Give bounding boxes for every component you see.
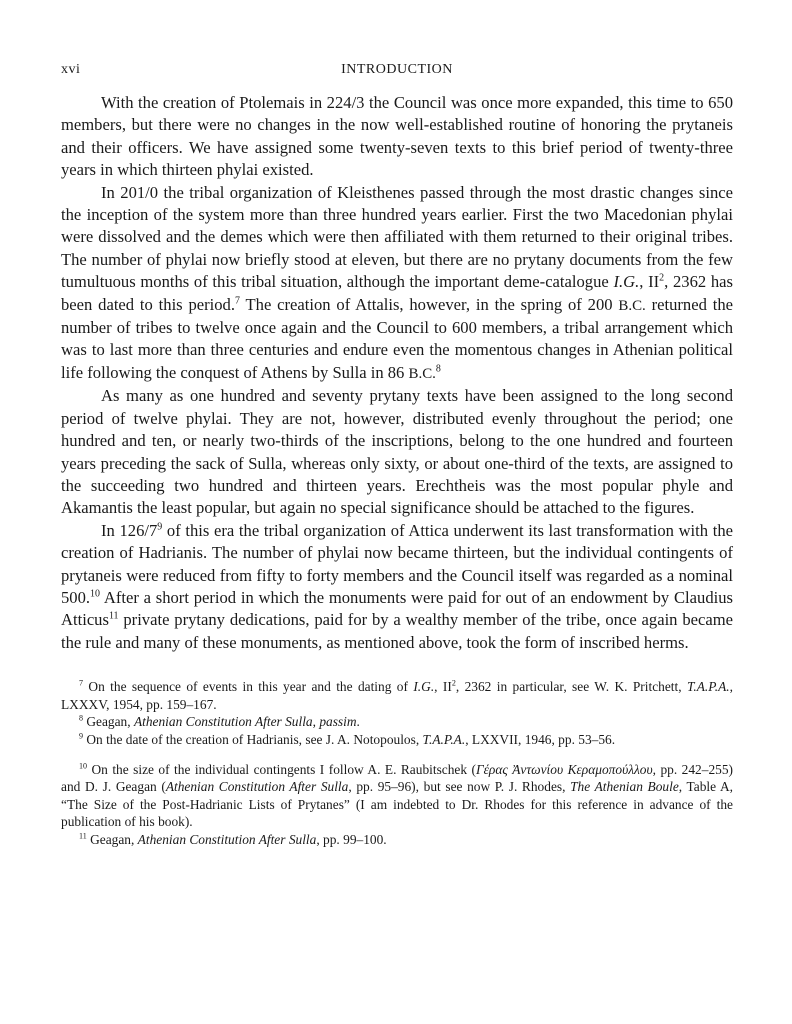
paragraph: In $126/7^9$ of this era the tribal organization of Attica underwent its last transformation with the creation of Hadrianis. The number of phylai now became thirteen, but the individual contingents of prytaneis were reduced from fifty to forty members and the Council itself was regarded as a nominal 500.10 After a short period in which the monuments were paid for out of an endowment by Claudius Atticus$^{11}$ private prytany dedications, paid for by a wealthy member of the tribe, once again became the rule and many of these monuments, as mentioned above, took the form of inscribed herms. bbox=[61, 520, 733, 652]
footnote: $^9$ On the date of the creation of Hadrianis, see J. A. Notopoulos, T.A.P.A., LXXVII, 1946, pp. 53–56. bbox=[79, 731, 616, 747]
footnote-ref[interactable]: 10 bbox=[90, 588, 100, 600]
page bbox=[61, 62, 733, 849]
footnote: $^7$ On the sequence of events in this year and the dating of I.G., $II^2$, 2362 in particular, see W. K. Pritchett, T.A.P.A., LXXXV, 1954, pp. 159–167. bbox=[61, 678, 733, 712]
running-title: INTRODUCTION bbox=[341, 62, 453, 77]
footnote-ref[interactable]: 9 bbox=[157, 521, 163, 533]
paragraph: As many as one hundred and seventy prytany texts have been assigned to the long second period of twelve phylai. They are not, however, distributed evenly throughout the period; one hundred and ten, or nearly two-thirds of the inscriptions, belong to the one hundred and fourteen years preceding the sack of Sulla, whereas only sixty, or about one-third of the texts, are assigned to the succeeding two hundred and thirteen years. Erechtheis was the most popular phyle and Akamantis the least popular, but again no special significance should be attached to the figures. bbox=[61, 386, 733, 518]
paragraph: With the creation of Ptolemais in 224/3 the Council was once more expanded, this time to 650 members, but there were no changes in the now well-established routine of honoring the prytaneis and their officers. We have assigned some twenty-seven texts to this brief period of twenty-three years in which thirteen phylai existed. bbox=[61, 93, 733, 180]
footnote: $^{11}$ Geagan, Athenian Constitution After Sulla, pp. 99–100. bbox=[79, 831, 387, 847]
paragraph: In 201/0 the tribal organization of Kleisthenes passed through the most drastic changes since the inception of the system more than three hundred years earlier. First the two Macedonian phylai were dissolved and the demes which were then affiliated with them returned to their original tribes. The number of phylai now briefly stood at eleven, but there are no prytany documents from the few tumultuous months of this tribal situation, although the important deme-catalogue I.G., $II^2$, 2362 has been dated to this period.$^7$ The creation of Attalis, however, in the spring of 200 B.C. returned the number of tribes to twelve once again and the Council to 600 members, a tribal arrangement which was to last more than three centuries and endure even the momentous changes in Athenian political life following the conquest of Athens by Sulla in 86 B.C.$^8$ bbox=[61, 182, 733, 382]
footnote-ref[interactable]: 8 bbox=[435, 363, 441, 375]
footnote-ref[interactable]: 7 bbox=[235, 295, 240, 307]
body-text bbox=[61, 92, 733, 654]
page-number: xvi bbox=[61, 62, 81, 77]
footnote: $^8$ Geagan, Athenian Constitution After Sulla, passim. bbox=[79, 713, 360, 730]
running-header bbox=[61, 62, 733, 86]
footnotes bbox=[61, 678, 733, 848]
footnote: $^{10}$ On the size of the individual contingents I follow A. E. Raubitschek (Γέρας Ἀντωνίου Κεραμοπούλλου, pp. 242–255) and D. J. Geagan (Athenian Constitution After Sulla, pp. 95–96), but see now P. J. Rhodes, The Athenian Boule, Table A, “The Size of the Post-Hadrianic Lists of Prytanes” (I am indebted to Dr. Rhodes for this reference in advance of the publication of his book). bbox=[61, 761, 733, 830]
footnote-ref[interactable]: 11 bbox=[108, 610, 119, 622]
